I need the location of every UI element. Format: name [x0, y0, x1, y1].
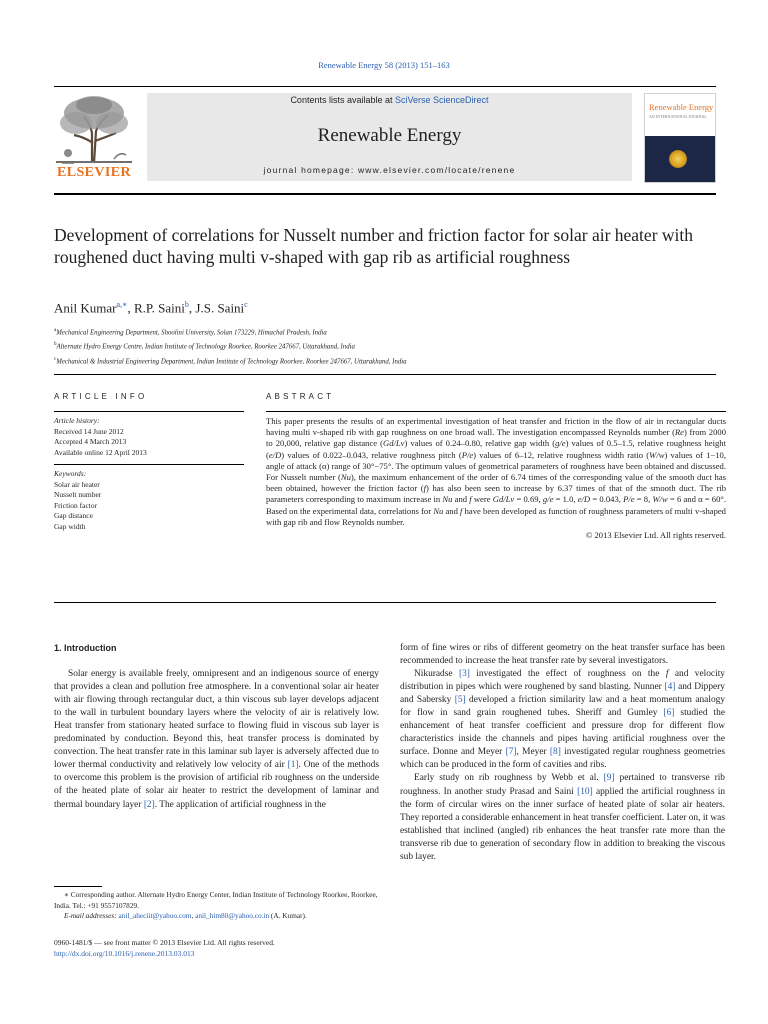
- keyword-item: Gap distance: [54, 511, 93, 520]
- corresponding-author-footnote: [54, 890, 384, 922]
- text-fragment: , Meyer: [516, 747, 550, 758]
- keyword-item: Nusselt number: [54, 490, 102, 499]
- keywords: [54, 469, 244, 532]
- abstract-fragment: = 0.69,: [514, 494, 543, 505]
- body-paragraph: [400, 668, 725, 772]
- abstract-fragment: ) values of 1−10, angle of attack (α) range of 30°−75°. The optimum values of geometrical parameters of roughness have been obtained and discussed. For Nusselt number (: [266, 449, 727, 483]
- journal-banner: [147, 93, 632, 181]
- body-paragraph: [400, 772, 725, 863]
- email-suffix: (A. Kumar).: [269, 911, 307, 920]
- contents-prefix: Contents lists available at: [290, 95, 395, 105]
- author-affiliation-marker[interactable]: a,∗: [116, 300, 128, 309]
- body-paragraph: [54, 668, 379, 812]
- history-online: Available online 12 April 2013: [54, 447, 147, 457]
- affiliation-item: [54, 354, 716, 368]
- reference-link[interactable]: [2]: [143, 799, 155, 810]
- symbol: Gd/Lv: [492, 494, 515, 505]
- text-fragment: Early study on rib roughness by Webb et al.: [414, 773, 604, 784]
- symbol: e/D: [577, 494, 591, 505]
- author-separator: ,: [188, 300, 196, 316]
- contents-availability-line: [147, 95, 632, 105]
- symbol: W/w: [649, 449, 665, 460]
- cover-title: Renewable Energy: [649, 102, 714, 112]
- author-list: [54, 300, 248, 316]
- symbol: W/w: [652, 494, 668, 505]
- reference-link[interactable]: [5]: [454, 695, 466, 706]
- abstract-heading: ABSTRACT: [266, 392, 335, 401]
- abstract-fragment: ) values of 6–12, relative roughness width ratio (: [473, 449, 650, 460]
- cover-subtitle: AN INTERNATIONAL JOURNAL: [649, 114, 707, 119]
- symbol: P/e: [461, 449, 474, 460]
- text-fragment: Nikuradse: [414, 669, 459, 680]
- affiliation-marker: c: [54, 356, 57, 362]
- section-divider: [54, 374, 716, 375]
- email-separator: ,: [191, 911, 196, 920]
- affiliation-list: [54, 325, 716, 368]
- article-history: [54, 416, 244, 458]
- elsevier-logo[interactable]: [54, 93, 134, 181]
- history-received: Received 14 June 2012: [54, 426, 124, 436]
- issn-line: 0960-1481/$ — see front matter © 2013 Elsevier Ltd. All rights reserved.: [54, 938, 275, 947]
- journal-homepage[interactable]: journal homepage: www.elsevier.com/locate/renene: [263, 165, 516, 175]
- keyword-item: Solar air heater: [54, 479, 100, 489]
- email-link[interactable]: anil_aheciit@yahoo.com: [118, 911, 192, 920]
- keyword-item: Friction factor: [54, 500, 98, 510]
- text-fragment: . The application of artificial roughness in the: [154, 799, 326, 810]
- text-fragment: and Dippery and Sabersky: [400, 682, 725, 706]
- footnote-emails: [54, 911, 384, 922]
- cover-artwork: [645, 136, 715, 182]
- author-separator: ,: [127, 300, 134, 316]
- journal-masthead: [54, 86, 716, 184]
- affiliation-text: Mechanical & Industrial Engineering Department, Indian Institute of Technology Roorkee, Roorkee 247667, Uttarakhand, India: [56, 357, 407, 365]
- affiliation-item: [54, 325, 716, 339]
- email-link[interactable]: anil_him80@yahoo.co.in: [195, 911, 270, 920]
- abstract-fragment: = 6 and α = 60°. Based on the experimental data, correlations for: [266, 494, 726, 516]
- elsevier-wordmark: ELSEVIER: [56, 165, 131, 180]
- abstract-fragment: = 8,: [634, 494, 653, 505]
- author-name[interactable]: R.P. Saini: [133, 300, 185, 316]
- abstract-fragment: = 0.043,: [590, 494, 624, 505]
- symbol: Nu: [433, 505, 444, 516]
- sciencedirect-link[interactable]: SciVerse ScienceDirect: [395, 95, 489, 105]
- author-affiliation-marker[interactable]: b: [184, 300, 189, 309]
- text-fragment: developed a friction similarity law and a heat momentum analogy for flow in sand grain roughened tubes. Sheriff and Gumley: [400, 695, 726, 719]
- text-fragment: applied the artificial roughness in the form of circular wires on the inner surface of heated plate of solar air heaters. They reported a considerable enhancement in heat transfer coefficient. Later on, it was established that inclined (angled) rib enhances the heat transfer rate more than the transverse rib due to generation of secondary flow in addition to breaking the viscous sub layer.: [400, 786, 726, 862]
- symbol: f: [423, 483, 427, 494]
- abstract-fragment: have been developed as function of roughness parameters of multi v-shaped with gap rib and flow Reynolds number.: [266, 505, 726, 527]
- abstract-fragment: This paper presents the results of an experimental investigation of heat transfer and friction in the flow of air in rectangular ducts having multi v-shaped rib with gap roughness on one broad wall. The investigation encompassed Reynolds number (: [266, 416, 726, 438]
- reference-link[interactable]: [9]: [603, 773, 615, 784]
- abstract-section: [266, 392, 726, 540]
- symbol: g/e: [555, 438, 566, 449]
- author-name[interactable]: J.S. Saini: [195, 300, 245, 316]
- author-affiliation-marker[interactable]: c: [244, 300, 248, 309]
- symbol: Nu: [340, 472, 351, 483]
- text-fragment: . One of the methods to overcome this problem is the provision of artificial rib roughness on the underside of the heated plate of solar air heater to restrict the development of laminar and thermal boundary layer: [54, 760, 379, 810]
- article-info-heading: ARTICLE INFO: [54, 392, 148, 401]
- footnote-rule: [54, 886, 102, 887]
- sun-icon: [669, 150, 687, 168]
- masthead-divider: [54, 193, 716, 195]
- doi-link[interactable]: http://dx.doi.org/10.1016/j.renene.2013.03.013: [54, 949, 195, 958]
- symbol: f: [665, 669, 669, 680]
- affiliation-text: Alternate Hydro Energy Centre, Indian Institute of Technology Roorkee, Roorkee 247667, Uttarakhand, India: [56, 343, 355, 351]
- symbol: e/D: [268, 449, 282, 460]
- history-accepted: Accepted 4 March 2013: [54, 437, 127, 446]
- abstract-fragment: ) from 2000 to 20,000, relative gap distance (: [266, 427, 726, 449]
- history-label: Article history:: [54, 416, 100, 425]
- abstract-fragment: ) values of 0.24–0.80, relative gap width (: [404, 438, 556, 449]
- article-info-rule: [54, 411, 244, 412]
- abstract-fragment: ) has also been seen to increase by 6.37 times of that of the smooth duct. The rib parameters corresponding to maximum increase in: [266, 483, 727, 505]
- footnote-text: ∗ Corresponding author. Alternate Hydro Energy Center, Indian Institute of Technology Roorkee, Roorkee, India. Tel.: +91 9557107829.: [54, 890, 378, 910]
- affiliation-marker: a: [54, 328, 57, 333]
- article-info-panel: [54, 392, 244, 532]
- text-fragment: pertained to transverse rib roughness. In another study Prasad and Saini: [400, 773, 725, 797]
- affiliation-text: Mechanical Engineering Department, Shoolini University, Solan 173229, Himachal Pradesh, India: [56, 329, 327, 337]
- text-fragment: investigated regular roughness geometries which can be produced in the form of cavities and ribs.: [400, 747, 726, 771]
- abstract-fragment: were: [471, 494, 493, 505]
- text-fragment: and velocity distribution in pipes which were roughened by sand blasting. Nunner: [400, 669, 725, 693]
- abstract-fragment: = 1.0,: [553, 494, 578, 505]
- text-fragment: investigated the effect of roughness on the: [469, 669, 666, 680]
- symbol: Gd/Lv: [383, 438, 405, 449]
- abstract-fragment: ) values of 0.022–0.043, relative roughness pitch (: [281, 449, 462, 460]
- reference-link[interactable]: [4]: [664, 682, 676, 693]
- abstract-fragment: and: [452, 494, 470, 505]
- abstract-fragment: ) values of 0.5–1.5, relative roughness height (: [266, 438, 726, 460]
- text-fragment: Solar energy is available freely, omnipresent and an indigenous source of energy that provides a clean and pollution free atmosphere. In a conventional solar air heater with air flowing through rectangular duct, a thin viscous sub layer develops adjacent to the wall in turbulent boundary layers where the velocity of air is relatively low. Heat transfer from stationary heated surface to flowing fluid in viscous sub layer is predominated by conduction. Beyond this, heat transfer process is dominated by convection. The heat transfer rate in this laminar sub layer is adversely affected due to lower thermal conductivity and relatively low velocity of air: [54, 669, 379, 771]
- introduction-heading: 1. Introduction: [54, 643, 117, 653]
- publication-info: [54, 937, 384, 959]
- body-paragraph: form of fine wires or ribs of different geometry on the heat transfer surface has been recommended to increase the heat transfer rate by several investigators.: [400, 643, 725, 667]
- section-divider: [54, 602, 716, 603]
- article-title: Development of correlations for Nusselt number and friction factor for solar air heater with roughened duct having multi v-shaped with gap rib as artificial roughness: [54, 225, 694, 267]
- symbol: Re: [674, 427, 685, 438]
- reference-link[interactable]: [1]: [287, 760, 299, 771]
- keywords-label: Keywords:: [54, 469, 87, 478]
- journal-name: Renewable Energy: [317, 125, 462, 146]
- email-label: E-mail addresses:: [64, 911, 119, 920]
- journal-cover-thumbnail[interactable]: [644, 93, 716, 183]
- symbol: f: [469, 494, 472, 505]
- keyword-item: Gap width: [54, 521, 86, 531]
- abstract-copyright: © 2013 Elsevier Ltd. All rights reserved.: [585, 530, 726, 541]
- symbol: f: [460, 505, 463, 516]
- elsevier-tree-icon: [54, 93, 134, 165]
- reference-link[interactable]: [8]: [549, 747, 561, 758]
- affiliation-item: [54, 339, 716, 353]
- author-name[interactable]: Anil Kumar: [54, 300, 117, 316]
- abstract-rule: [266, 411, 726, 412]
- body-left-column: [54, 642, 379, 812]
- symbol: g/e: [542, 494, 554, 505]
- journal-citation-link[interactable]: Renewable Energy 58 (2013) 151–163: [318, 60, 450, 70]
- reference-link[interactable]: [7]: [505, 747, 517, 758]
- symbol: Nu: [442, 494, 453, 505]
- affiliation-marker: b: [54, 342, 57, 348]
- reference-link[interactable]: [10]: [577, 786, 593, 797]
- body-right-column: [400, 642, 725, 864]
- reference-link[interactable]: [6]: [663, 708, 675, 719]
- text-fragment: studied the enhancement of heat transfer coefficient and pressure drop for different flow characteristics inside the channels and pipes having artificial roughness over the surface. Donne and Meyer: [400, 708, 725, 758]
- abstract-fragment: and: [443, 505, 461, 516]
- abstract-fragment: ), the maximum enhancement of the order of 6.74 times of the corresponding value of the smooth duct has been obtained, however the friction factor (: [266, 472, 726, 494]
- symbol: P/e: [623, 494, 635, 505]
- article-info-rule: [54, 464, 244, 465]
- abstract-text: [266, 416, 726, 528]
- reference-link[interactable]: [3]: [458, 669, 470, 680]
